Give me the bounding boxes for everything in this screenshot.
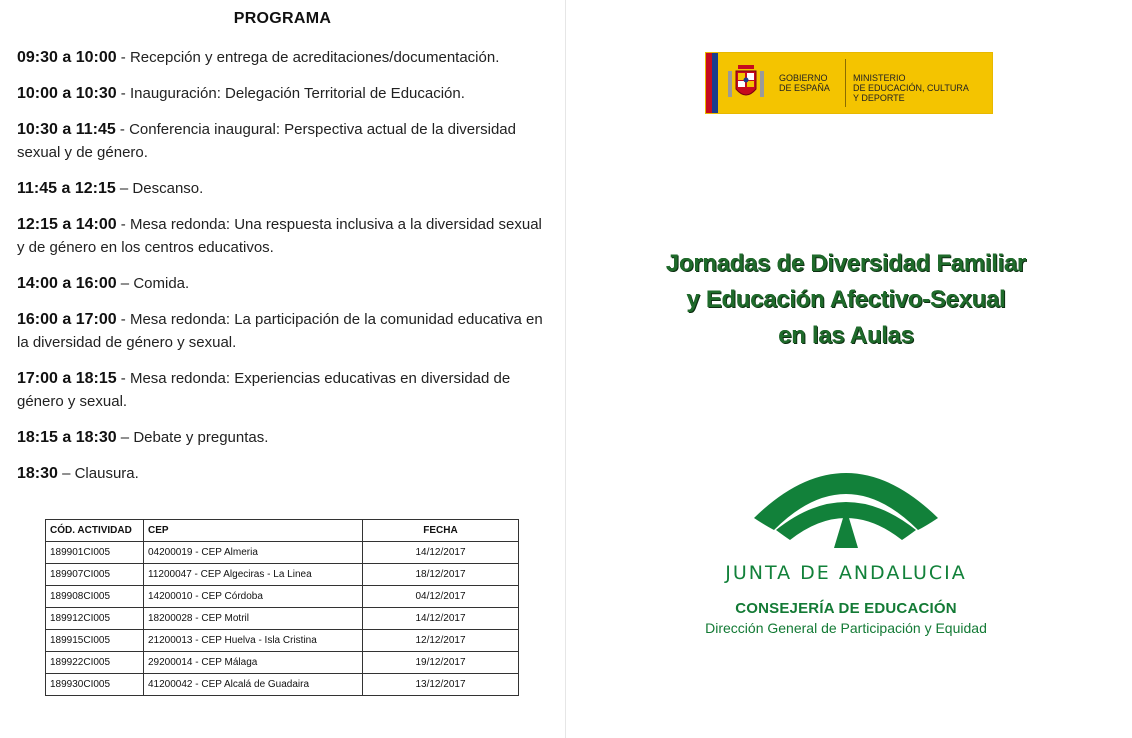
header-fecha: FECHA bbox=[363, 520, 519, 542]
schedule-item bbox=[17, 367, 552, 413]
header-cod-actividad: CÓD. ACTIVIDAD bbox=[46, 520, 144, 542]
schedule-text: – Comida. bbox=[116, 275, 190, 292]
cell-code: 189915CI005 bbox=[46, 630, 144, 652]
program-title: PROGRAMA bbox=[233, 10, 332, 27]
cell-cep: 04200019 - CEP Almeria bbox=[144, 542, 363, 564]
schedule-text: – Clausura. bbox=[57, 465, 139, 482]
schedule-text: – Descanso. bbox=[115, 180, 204, 197]
table-header-row bbox=[46, 520, 519, 542]
cell-date: 18/12/2017 bbox=[363, 564, 519, 586]
cell-code: 189912CI005 bbox=[46, 608, 144, 630]
logo-separator bbox=[845, 59, 846, 107]
schedule-text: – Debate y preguntas. bbox=[116, 429, 269, 446]
cell-cep: 41200042 - CEP Alcalá de Guadaira bbox=[144, 674, 363, 696]
schedule-text: - Mesa redonda: La participación de la comunidad educativa en la diversidad de género y sexual. bbox=[17, 311, 543, 351]
table-row bbox=[46, 608, 519, 630]
cell-date: 14/12/2017 bbox=[363, 542, 519, 564]
schedule-time: 12:15 a 14:00 bbox=[17, 216, 117, 233]
direccion-general: Dirección General de Participación y Equidad bbox=[705, 620, 987, 636]
cover-panel bbox=[566, 0, 1132, 738]
cell-date: 04/12/2017 bbox=[363, 586, 519, 608]
schedule-time: 09:30 a 10:00 bbox=[17, 49, 117, 66]
gobierno-text: GOBIERNO DE ESPAÑA bbox=[779, 73, 830, 93]
schedule-item bbox=[17, 272, 552, 295]
schedule-time: 17:00 a 18:15 bbox=[17, 370, 117, 387]
schedule-text: - Mesa redonda: Una respuesta inclusiva a la diversidad sexual y de género en los centros educativos. bbox=[17, 216, 542, 256]
schedule-item bbox=[17, 82, 552, 105]
schedule-item bbox=[17, 308, 552, 354]
activity-table bbox=[45, 519, 519, 696]
schedule-time: 18:15 a 18:30 bbox=[17, 429, 117, 446]
cell-code: 189922CI005 bbox=[46, 652, 144, 674]
cell-code: 189930CI005 bbox=[46, 674, 144, 696]
cell-date: 12/12/2017 bbox=[363, 630, 519, 652]
table-row bbox=[46, 586, 519, 608]
schedule-time: 10:00 a 10:30 bbox=[17, 85, 117, 102]
gobierno-espana-logo bbox=[705, 52, 993, 114]
junta-name: JUNTA DE ANDALUCIA bbox=[725, 562, 967, 584]
schedule-time: 16:00 a 17:00 bbox=[17, 311, 117, 328]
schedule-time: 18:30 bbox=[17, 465, 58, 482]
schedule-text: - Inauguración: Delegación Territorial de Educación. bbox=[116, 85, 465, 102]
table-row bbox=[46, 564, 519, 586]
schedule-item bbox=[17, 462, 552, 485]
cell-cep: 14200010 - CEP Córdoba bbox=[144, 586, 363, 608]
cell-date: 13/12/2017 bbox=[363, 674, 519, 696]
header-cep: CEP bbox=[144, 520, 363, 542]
cell-cep: 21200013 - CEP Huelva - Isla Cristina bbox=[144, 630, 363, 652]
spain-flag-icon bbox=[706, 53, 718, 113]
schedule-time: 10:30 a 11:45 bbox=[17, 121, 116, 138]
schedule-item bbox=[17, 118, 552, 164]
cell-date: 19/12/2017 bbox=[363, 652, 519, 674]
cell-cep: 29200014 - CEP Málaga bbox=[144, 652, 363, 674]
consejeria-title: CONSEJERÍA DE EDUCACIÓN bbox=[735, 600, 957, 617]
table-row bbox=[46, 652, 519, 674]
cell-cep: 18200028 - CEP Motril bbox=[144, 608, 363, 630]
table-row bbox=[46, 542, 519, 564]
schedule-item bbox=[17, 46, 552, 69]
cell-code: 189907CI005 bbox=[46, 564, 144, 586]
cell-cep: 11200047 - CEP Algeciras - La Linea bbox=[144, 564, 363, 586]
cell-code: 189901CI005 bbox=[46, 542, 144, 564]
cell-date: 14/12/2017 bbox=[363, 608, 519, 630]
program-panel bbox=[0, 0, 565, 738]
table-row bbox=[46, 674, 519, 696]
event-title: Jornadas de Diversidad Familiar y Educación Afectivo-Sexual en las Aulas bbox=[665, 250, 1027, 349]
coat-of-arms-icon bbox=[726, 61, 766, 105]
schedule-time: 11:45 a 12:15 bbox=[17, 180, 116, 197]
schedule-text: - Recepción y entrega de acreditaciones/documentación. bbox=[116, 49, 500, 66]
schedule-text: - Conferencia inaugural: Perspectiva actual de la diversidad sexual y de género. bbox=[17, 121, 516, 161]
schedule-text: - Mesa redonda: Experiencias educativas en diversidad de género y sexual. bbox=[17, 370, 511, 410]
schedule-item bbox=[17, 426, 552, 449]
schedule-item bbox=[17, 213, 552, 259]
schedule-list bbox=[17, 46, 552, 498]
table-row bbox=[46, 630, 519, 652]
ministerio-text: MINISTERIO DE EDUCACIÓN, CULTURA Y DEPORTE bbox=[853, 73, 969, 103]
schedule-item bbox=[17, 177, 552, 200]
schedule-time: 14:00 a 16:00 bbox=[17, 275, 117, 292]
cell-code: 189908CI005 bbox=[46, 586, 144, 608]
